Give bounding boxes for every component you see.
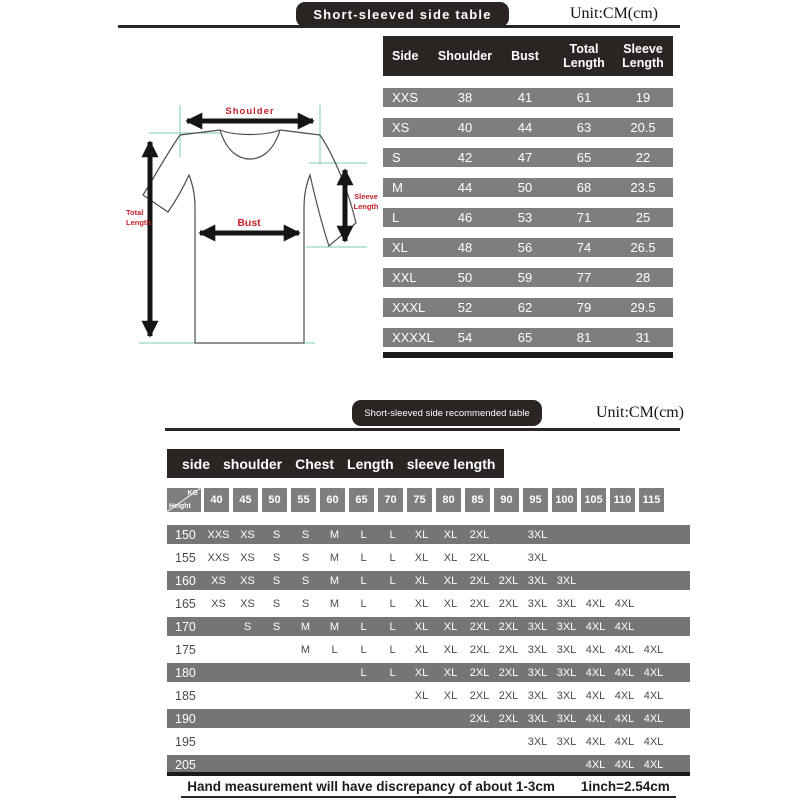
measurement-cell: 59 — [517, 270, 533, 285]
recommended-size-cell: XS — [211, 574, 226, 587]
recommended-size-cell: L — [360, 620, 367, 633]
recommended-size-cell: XL — [443, 528, 458, 541]
size-table-row — [383, 88, 673, 107]
size-table-row — [383, 268, 673, 287]
footer-top-bar — [167, 772, 690, 776]
recommended-size-cell: 4XL — [614, 666, 635, 679]
measurement-cell: 29.5 — [630, 300, 656, 315]
size-table — [383, 36, 673, 358]
col-header-length: Length — [347, 455, 394, 472]
recommended-size-cell: 4XL — [614, 758, 635, 771]
recommended-size-cell: 3XL — [556, 712, 577, 725]
matrix-row — [167, 594, 690, 613]
measurement-cell: 41 — [517, 90, 533, 105]
recommended-size-cell: XS — [240, 528, 255, 541]
recommended-size-cell: L — [360, 597, 367, 610]
recommended-size-cell: 3XL — [527, 735, 548, 748]
measurement-cell: 19 — [635, 90, 651, 105]
recommended-size-cell: 2XL — [498, 689, 519, 702]
recommended-size-cell: 3XL — [527, 666, 548, 679]
recommended-size-cell: 4XL — [643, 758, 664, 771]
height-label: 160 — [175, 573, 196, 588]
weight-header-cell: 45 — [233, 488, 258, 512]
measurement-cell: 65 — [576, 150, 592, 165]
recommended-size-cell: 2XL — [498, 620, 519, 633]
recommended-size-cell: XL — [443, 643, 458, 656]
recommended-size-cell: L — [389, 551, 396, 564]
recommended-size-cell: 4XL — [585, 620, 606, 633]
recommended-size-cell: L — [360, 528, 367, 541]
matrix-row — [167, 663, 690, 682]
measurement-cell: 62 — [517, 300, 533, 315]
size-table-header — [383, 36, 673, 76]
corner-kg-label: KG — [187, 490, 198, 497]
height-label: 190 — [175, 711, 196, 726]
recommended-size-cell: 3XL — [556, 735, 577, 748]
measurement-cell: 53 — [517, 210, 533, 225]
recommended-size-cell: S — [243, 620, 252, 633]
recommended-size-cell: L — [389, 597, 396, 610]
col-header-side: side — [182, 455, 211, 472]
recommended-size-cell: 3XL — [527, 528, 548, 541]
recommended-size-cell: XL — [443, 620, 458, 633]
recommended-size-cell: 2XL — [469, 620, 490, 633]
recommended-size-cell: 4XL — [614, 643, 635, 656]
recommended-size-cell: 2XL — [469, 712, 490, 725]
weight-header-cell: 55 — [291, 488, 316, 512]
height-label: 170 — [175, 619, 196, 634]
measurement-cell: 50 — [517, 180, 533, 195]
size-table-bottom-bar — [383, 352, 673, 358]
size-table-row — [383, 178, 673, 197]
recommended-size-cell: XL — [443, 666, 458, 679]
recommended-size-cell: XS — [240, 597, 255, 610]
weight-header-row — [167, 488, 690, 512]
recommended-size-cell: XS — [211, 597, 226, 610]
section2-unit-label: Unit:CM(cm) — [596, 404, 684, 421]
weight-header-cell: 70 — [378, 488, 403, 512]
recommended-size-cell: 3XL — [556, 574, 577, 587]
size-cell: L — [392, 210, 400, 225]
measurement-cell: 50 — [457, 270, 473, 285]
recommended-size-cell: 2XL — [469, 574, 490, 587]
recommended-size-cell: 4XL — [585, 689, 606, 702]
height-label: 150 — [175, 527, 196, 542]
recommended-size-cell: L — [389, 666, 396, 679]
section1-tab-label: Short-sleeved side table — [313, 7, 492, 22]
recommended-size-cell: XL — [443, 689, 458, 702]
height-kg-corner-cell — [167, 488, 201, 512]
measurement-cell: 81 — [576, 330, 592, 345]
measurement-cell: 44 — [517, 120, 533, 135]
recommended-size-cell: 2XL — [469, 643, 490, 656]
recommended-size-cell: 4XL — [614, 620, 635, 633]
recommended-size-cell: S — [272, 551, 281, 564]
tshirt-outline — [143, 130, 356, 343]
recommended-size-cell: 4XL — [585, 735, 606, 748]
size-table-row — [383, 118, 673, 137]
recommended-size-cell: 3XL — [556, 689, 577, 702]
recommended-size-cell: L — [389, 643, 396, 656]
recommended-size-cell: 4XL — [585, 597, 606, 610]
weight-header-cell: 60 — [320, 488, 345, 512]
recommended-size-cell: 2XL — [498, 597, 519, 610]
col-header-sleeve-length: sleeve length — [406, 455, 496, 472]
recommended-size-cell: 2XL — [498, 666, 519, 679]
measurement-cell: 44 — [457, 180, 473, 195]
measurement-cell: 40 — [457, 120, 473, 135]
weight-header-cell: 75 — [407, 488, 432, 512]
recommended-size-cell: XXS — [207, 528, 230, 541]
measurement-cell: 77 — [576, 270, 592, 285]
measurement-cell: 20.5 — [630, 120, 656, 135]
recommended-size-cell: M — [329, 551, 340, 564]
recommended-size-cell: S — [272, 574, 281, 587]
matrix-row — [167, 709, 690, 728]
size-cell: XS — [392, 120, 410, 135]
section2-tab — [352, 400, 542, 426]
recommended-size-cell: 3XL — [527, 597, 548, 610]
recommended-size-cell: S — [301, 528, 310, 541]
recommended-size-cell: 4XL — [614, 712, 635, 725]
recommended-size-cell: 4XL — [585, 666, 606, 679]
size-table-row — [383, 328, 673, 347]
recommended-size-cell: M — [329, 597, 340, 610]
recommended-size-cell: 3XL — [556, 666, 577, 679]
measurement-cell: 48 — [457, 240, 473, 255]
weight-header-cell: 95 — [523, 488, 548, 512]
weight-header-cell: 90 — [494, 488, 519, 512]
measurement-cell: 74 — [576, 240, 592, 255]
size-cell: XXXL — [392, 300, 426, 315]
recommended-size-cell: S — [301, 574, 310, 587]
recommended-size-cell: L — [360, 666, 367, 679]
measurement-cell: 23.5 — [630, 180, 656, 195]
recommended-size-cell: L — [360, 551, 367, 564]
measurement-cell: 65 — [517, 330, 533, 345]
recommended-size-cell: XL — [414, 551, 429, 564]
size-table-row — [383, 238, 673, 257]
recommended-size-cell: 3XL — [527, 712, 548, 725]
recommended-size-cell: 4XL — [643, 712, 664, 725]
recommended-size-cell: 4XL — [585, 643, 606, 656]
recommended-size-cell: M — [300, 643, 311, 656]
size-table-row — [383, 298, 673, 317]
section1-unit-label: Unit:CM(cm) — [570, 5, 658, 22]
measurement-cell: 47 — [517, 150, 533, 165]
recommended-size-cell: 2XL — [498, 712, 519, 725]
weight-header-cell: 85 — [465, 488, 490, 512]
size-cell: XXS — [392, 90, 419, 105]
recommended-size-cell: 3XL — [527, 689, 548, 702]
section2-rule — [165, 428, 680, 431]
measurement-cell: 54 — [457, 330, 473, 345]
sleeve-length-label: Sleeve Length — [353, 192, 379, 211]
recommended-size-cell: 4XL — [614, 597, 635, 610]
recommended-size-cell: XL — [414, 620, 429, 633]
weight-header-cell: 65 — [349, 488, 374, 512]
measurement-cell: 56 — [517, 240, 533, 255]
total-length-label: Total Length — [126, 208, 151, 227]
footer-note: Hand measurement will have discrepancy of about 1-3cm — [187, 779, 555, 794]
measurement-cell: 25 — [635, 210, 651, 225]
recommended-size-cell: 3XL — [527, 643, 548, 656]
matrix-row — [167, 548, 690, 567]
footer-conversion: 1inch=2.54cm — [580, 779, 670, 794]
recommended-size-cell: XL — [443, 551, 458, 564]
recommended-size-cell: XL — [414, 643, 429, 656]
measurement-cell: 42 — [457, 150, 473, 165]
size-table-header-bust: Bust — [511, 49, 539, 63]
height-label: 185 — [175, 688, 196, 703]
bust-label: Bust — [237, 217, 261, 229]
recommended-size-cell: XS — [240, 574, 255, 587]
size-table-header-sleeve-length: Sleeve Length — [622, 42, 664, 70]
recommended-size-cell: XL — [414, 689, 429, 702]
measurement-cell: 71 — [576, 210, 592, 225]
recommended-size-cell: 4XL — [585, 758, 606, 771]
size-cell: S — [392, 150, 401, 165]
matrix-row — [167, 525, 690, 544]
recommended-size-cell: L — [389, 574, 396, 587]
recommended-size-cell: L — [360, 574, 367, 587]
recommended-size-cell: 4XL — [643, 735, 664, 748]
recommended-size-cell: XS — [240, 551, 255, 564]
recommended-size-cell: XXS — [207, 551, 230, 564]
measurement-cell: 46 — [457, 210, 473, 225]
height-label: 205 — [175, 757, 196, 772]
recommended-size-cell: 2XL — [469, 666, 490, 679]
size-table-header-total-length: Total Length — [563, 42, 605, 70]
recommended-size-cell: S — [272, 597, 281, 610]
measurement-cell: 61 — [576, 90, 592, 105]
recommended-size-cell: 2XL — [498, 643, 519, 656]
weight-header-cell: 100 — [552, 488, 577, 512]
recommended-size-cell: M — [329, 620, 340, 633]
measurement-cell: 68 — [576, 180, 592, 195]
recommended-size-cell: 4XL — [614, 735, 635, 748]
col-header-chest: Chest — [295, 455, 335, 472]
recommended-size-cell: XL — [443, 597, 458, 610]
recommended-size-cell: 4XL — [614, 689, 635, 702]
measurement-cell: 52 — [457, 300, 473, 315]
recommended-size-cell: S — [272, 528, 281, 541]
recommended-size-cell: 3XL — [527, 574, 548, 587]
recommended-size-cell: L — [389, 620, 396, 633]
height-label: 155 — [175, 550, 196, 565]
height-label: 180 — [175, 665, 196, 680]
corner-height-label: Height — [169, 503, 191, 510]
recommended-size-cell: M — [300, 620, 311, 633]
section2-tab-label: Short-sleeved side recommended table — [364, 407, 530, 419]
recommended-size-cell: 2XL — [469, 551, 490, 564]
weight-header-cell: 110 — [610, 488, 635, 512]
recommended-table-header — [167, 449, 504, 478]
weight-header-cell: 50 — [262, 488, 287, 512]
matrix-row — [167, 617, 690, 636]
measurement-cell: 28 — [635, 270, 651, 285]
recommended-size-cell: S — [301, 551, 310, 564]
recommended-size-cell: S — [272, 620, 281, 633]
weight-header-cell: 40 — [204, 488, 229, 512]
footer-text — [181, 779, 676, 798]
section1-tab — [296, 2, 509, 27]
col-header-shoulder: shoulder — [223, 455, 283, 472]
size-cell: XL — [392, 240, 408, 255]
recommended-size-cell: 2XL — [469, 689, 490, 702]
recommended-size-cell: 4XL — [643, 666, 664, 679]
recommended-size-cell: XL — [443, 574, 458, 587]
weight-header-cell: 80 — [436, 488, 461, 512]
height-label: 165 — [175, 596, 196, 611]
recommended-size-cell: 2XL — [469, 528, 490, 541]
recommended-size-cell: XL — [414, 574, 429, 587]
size-table-header-shoulder: Shoulder — [437, 49, 493, 63]
recommended-size-cell: 4XL — [643, 689, 664, 702]
footer — [167, 778, 690, 798]
recommended-size-cell: L — [389, 528, 396, 541]
measurement-cell: 31 — [635, 330, 651, 345]
measurement-cell: 22 — [635, 150, 651, 165]
recommended-size-cell: 3XL — [556, 597, 577, 610]
recommended-size-cell: 3XL — [556, 620, 577, 633]
recommended-size-cell: L — [360, 643, 367, 656]
measurement-cell: 26.5 — [630, 240, 656, 255]
height-label: 195 — [175, 734, 196, 749]
size-cell: XXL — [392, 270, 417, 285]
weight-header-cell: 115 — [639, 488, 664, 512]
measurement-cell: 79 — [576, 300, 592, 315]
size-table-row — [383, 208, 673, 227]
height-label: 175 — [175, 642, 196, 657]
matrix-row — [167, 640, 690, 659]
measurement-cell: 63 — [576, 120, 592, 135]
matrix-rows — [167, 525, 690, 774]
recommended-size-cell: S — [301, 597, 310, 610]
shoulder-label: Shoulder — [225, 106, 275, 117]
recommended-size-cell: M — [329, 528, 340, 541]
size-cell: M — [392, 180, 403, 195]
recommended-size-cell: XL — [414, 666, 429, 679]
size-table-header-side: Side — [392, 49, 419, 63]
size-table-rows — [383, 88, 673, 347]
recommended-size-cell: L — [331, 643, 338, 656]
recommended-matrix — [167, 488, 690, 778]
recommended-size-cell: 4XL — [585, 712, 606, 725]
matrix-row — [167, 571, 690, 590]
matrix-row — [167, 686, 690, 705]
size-cell: XXXXL — [392, 330, 434, 345]
recommended-size-cell: 3XL — [527, 551, 548, 564]
recommended-size-cell: 4XL — [643, 643, 664, 656]
measurement-cell: 38 — [457, 90, 473, 105]
recommended-size-cell: 3XL — [556, 643, 577, 656]
size-table-row — [383, 148, 673, 167]
recommended-size-cell: 2XL — [498, 574, 519, 587]
recommended-size-cell: M — [329, 574, 340, 587]
recommended-size-cell: 2XL — [469, 597, 490, 610]
tshirt-measurement-diagram — [123, 85, 391, 373]
recommended-size-cell: XL — [414, 597, 429, 610]
matrix-row — [167, 732, 690, 751]
recommended-size-cell: XL — [414, 528, 429, 541]
recommended-size-cell: 3XL — [527, 620, 548, 633]
weight-header-cell: 105 — [581, 488, 606, 512]
